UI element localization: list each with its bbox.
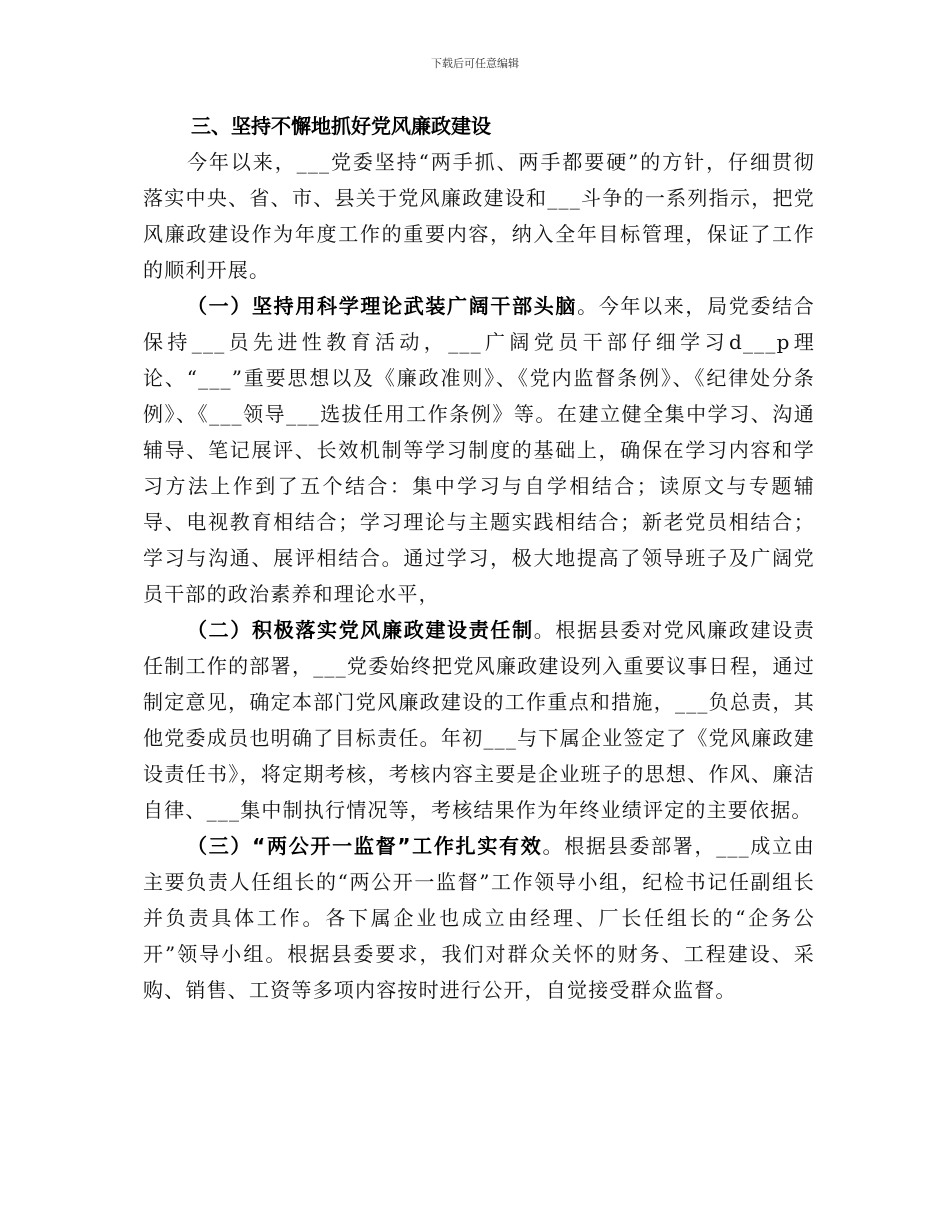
subsection-3-paragraph [143,828,815,1008]
subsection-3-body: 。根据县委部署，___成立由主要负责人任组长的“两公开一监督”工作领导小组，纪检书记任副组长并负责具体工作。各下属企业也成立由经理、厂长任组长的“企务公开”领导小组。根据县委要求，我们对群众关怀的财务、工程建设、采购、销售、工资等多项内容按时进行公开，自觉接受群众监督。 [143,834,815,1002]
subsection-3-lead: （三）“两公开一监督”工作扎实有效 [187,834,543,858]
subsection-1-lead: （一）坚持用科学理论武装广阔干部头脑 [187,294,578,318]
intro-paragraph: 今年以来，___党委坚持“两手抓、两手都要硬”的方针，仔细贯彻落实中央、省、市、县关于党风廉政建设和___斗争的一系列指示，把党风廉政建设作为年度工作的重要内容，纳入全年目标管理，保证了工作的顺利开展。 [143,150,815,282]
document-body [143,108,815,1008]
subsection-1-paragraph [143,288,815,612]
subsection-2-paragraph [143,612,815,828]
section-heading: 三、坚持不懈地抓好党风廉政建设 [191,114,491,138]
header-note: 下载后可任意编辑 [431,57,519,70]
subsection-2-body: 。根据县委对党风廉政建设责任制工作的部署，___党委始终把党风廉政建设列入重要议事日程，通过制定意见，确定本部门党风廉政建设的工作重点和措施，___负总责，其他党委成员也明确了目标责任。年初___与下属企业签定了《党风廉政建设责任书》，将定期考核，考核内容主要是企业班子的思想、作风、廉洁自律、___集中制执行情况等，考核结果作为年终业绩评定的主要依据。 [143,618,816,822]
subsection-1-body: 。今年以来，局党委结合保持___员先进性教育活动，___广阔党员干部仔细学习d___p理论、“___”重要思想以及《廉政准则》、《党内监督条例》、《纪律处分条例》、《___领导___选拔任用工作条例》等。在建立健全集中学习、沟通辅导、笔记展评、长效机制等学习制度的基础上，确保在学习内容和学习方法上作到了五个结合：集中学习与自学相结合；读原文与专题辅导、电视教育相结合；学习理论与主题实践相结合；新老党员相结合；学习与沟通、展评相结合。通过学习，极大地提高了领导班子及广阔党员干部的政治素养和理论水平， [143,294,815,606]
subsection-2-lead: （二）积极落实党风廉政建设责任制 [187,618,534,642]
